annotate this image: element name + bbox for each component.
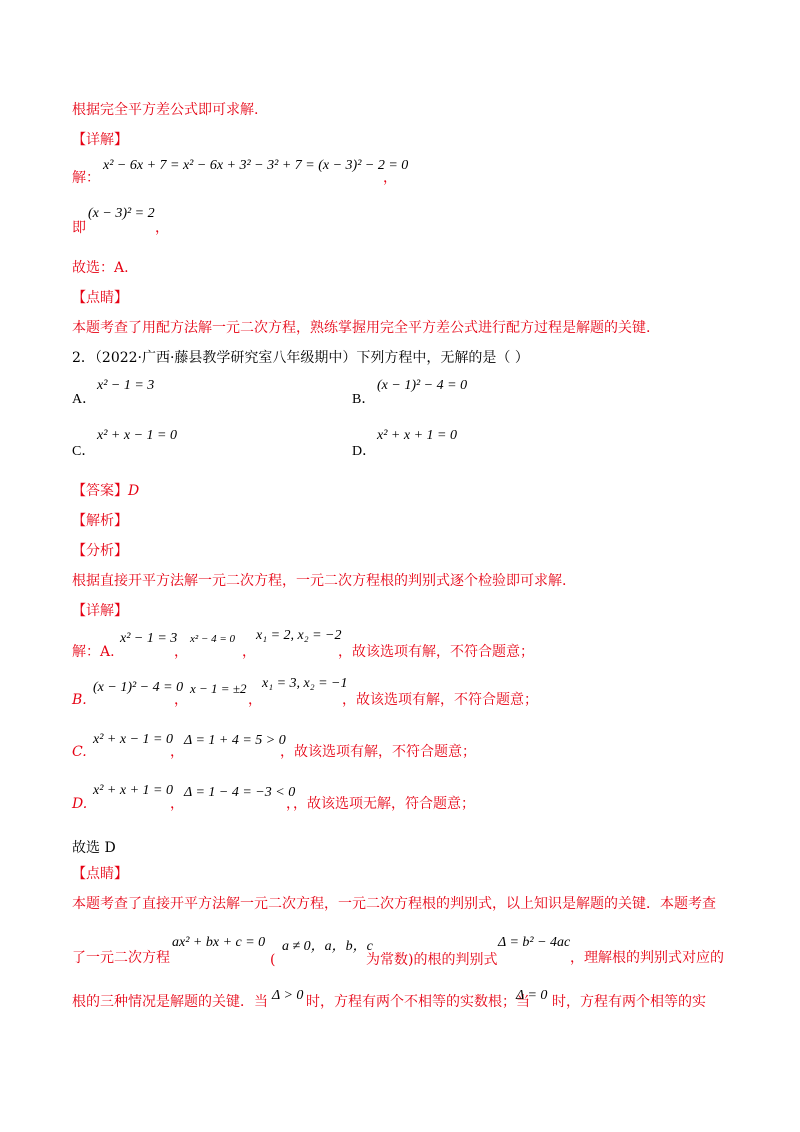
row-a-eq3: x₁ = 2, x₂ = −2 <box>256 628 342 643</box>
option-c-equation: x² + x − 1 = 0 <box>97 428 177 443</box>
choose-line-1: 故选：A. <box>72 260 129 276</box>
row-b-prefix: B. <box>72 692 87 708</box>
row-a-sep1: ， <box>174 644 188 660</box>
answer-line <box>72 481 139 501</box>
comment-eq-quadratic: ax² + bx + c = 0 <box>172 935 266 950</box>
row-b-eq2: x − 1 = ±2 <box>190 681 247 696</box>
choose-line-2 <box>72 838 116 858</box>
comment-heading-2: 【点睛】 <box>72 866 128 882</box>
row-b-sep2: ， <box>248 692 262 708</box>
comment-line-2d: ，理解根的判别式对应的 <box>570 950 724 966</box>
choose-line-2-text: 故选 D <box>72 840 116 856</box>
row-a-eq1: x² − 1 = 3 <box>120 631 178 646</box>
answer-heading: 【答案】 <box>72 483 128 499</box>
comment-heading-1: 【点睛】 <box>72 290 128 306</box>
row-d-eq2: Δ = 1 − 4 = −3 < 0 <box>184 785 296 800</box>
row-d-sep1: ， <box>170 796 184 812</box>
option-c-label: C． <box>72 444 96 459</box>
method-line: 根据完全平方差公式即可求解. <box>72 102 259 118</box>
comment-line-3a: 根的三种情况是解题的关键．当 <box>72 994 268 1010</box>
row-a-eq2: x² − 4 = 0 <box>190 633 236 645</box>
row-b-tail: ，故该选项有解，不符合题意； <box>342 692 538 708</box>
comment-line-3c: 时，方程有两个相等的实 <box>552 994 706 1010</box>
comment-text-1: 本题考查了用配方法解一元二次方程，熟练掌握用完全平方差公式进行配方过程是解题的关键. <box>72 320 651 336</box>
detail-heading-2: 【详解】 <box>72 603 128 619</box>
comment-eq-delta-positive: Δ > 0 <box>272 988 304 1003</box>
row-a-sep2: ， <box>242 644 256 660</box>
analysis-heading: 【解析】 <box>72 513 128 529</box>
row-c-tail: ，故该选项有解，不符合题意； <box>280 744 476 760</box>
row-c-eq1: x² + x − 1 = 0 <box>93 732 173 747</box>
row-b-eq1: (x − 1)² − 4 = 0 <box>93 680 184 695</box>
row-c-sep1: ， <box>170 744 184 760</box>
option-b-label: B． <box>352 392 376 407</box>
row-b-sep1: ， <box>174 692 188 708</box>
comment-line-2b: ( <box>270 952 276 968</box>
fenxi-text: 根据直接开平方法解一元二次方程，一元二次方程根的判别式逐个检验即可求解. <box>72 573 567 589</box>
option-d-label: D． <box>352 444 377 459</box>
row-c-eq2: Δ = 1 + 4 = 5 > 0 <box>184 733 286 748</box>
comment-eq-conditions: a ≠ 0，a，b，c <box>282 939 373 954</box>
solution-equation: x² − 6x + 7 = x² − 6x + 3² − 3² + 7 = (x − 3)² − 2 = 0 <box>103 158 409 173</box>
option-d-equation: x² + x + 1 = 0 <box>377 428 457 443</box>
comment-line-1: 本题考查了直接开平方法解一元二次方程，一元二次方程根的判别式，以上知识是解题的关键．本题考查 <box>72 896 716 912</box>
option-a-label: A． <box>72 392 97 407</box>
comment-eq-discriminant: Δ = b² − 4ac <box>498 935 571 950</box>
row-d-prefix: D. <box>72 796 88 812</box>
row-c-prefix: C. <box>72 744 87 760</box>
row-d-eq1: x² + x + 1 = 0 <box>93 783 173 798</box>
row-b-eq3: x₁ = 3, x₂ = −1 <box>262 676 348 691</box>
row-d-tail: ，，故该选项无解，符合题意； <box>286 796 475 812</box>
row-a-prefix: 解：A. <box>72 644 115 660</box>
ji-suffix: ， <box>155 220 169 236</box>
option-a-equation: x² − 1 = 3 <box>97 378 155 393</box>
fenxi-heading: 【分析】 <box>72 543 128 559</box>
solution-suffix: ， <box>383 170 397 186</box>
answer-value: D <box>128 483 140 499</box>
detail-heading: 【详解】 <box>72 132 128 148</box>
ji-equation: (x − 3)² = 2 <box>88 206 155 221</box>
comment-eq-delta-zero: Δ = 0 <box>516 988 548 1003</box>
solution-prefix: 解： <box>72 170 100 186</box>
comment-line-2c: 为常数)的根的判别式 <box>366 952 498 968</box>
comment-line-2a: 了一元二次方程 <box>72 950 170 966</box>
question-2-stem: 2．（2022·广西·藤县教学研究室八年级期中）下列方程中，无解的是（ ） <box>72 350 529 366</box>
row-a-tail: ，故该选项有解，不符合题意； <box>338 644 534 660</box>
comment-line-3b: 时，方程有两个不相等的实数根；当 <box>306 994 530 1010</box>
ji-prefix: 即 <box>72 220 86 236</box>
option-b-equation: (x − 1)² − 4 = 0 <box>377 378 468 393</box>
